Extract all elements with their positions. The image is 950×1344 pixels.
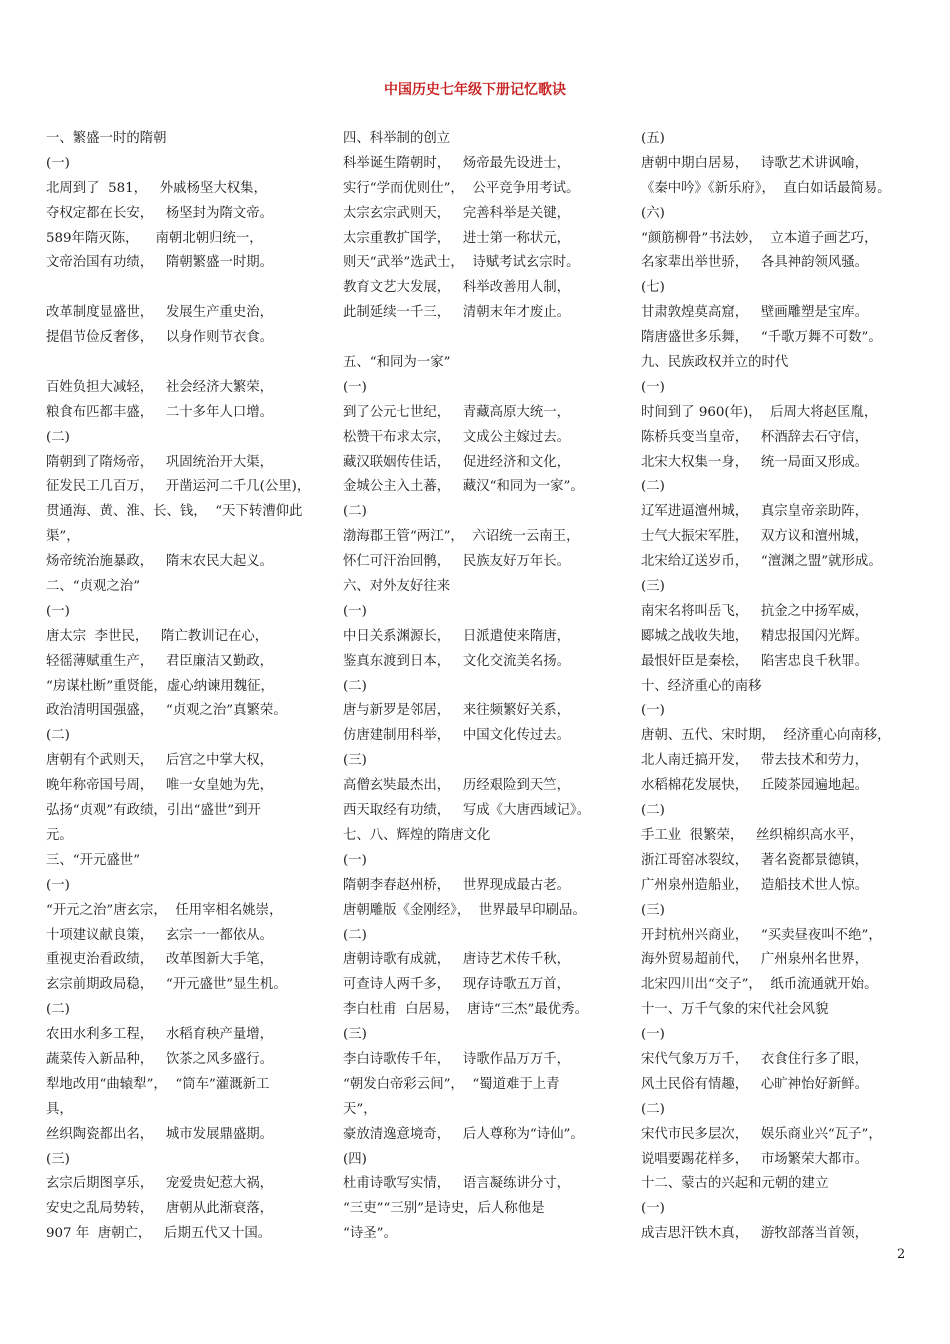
text-line: 唐朝中期白居易， 诗歌艺术讲讽喻， [641,155,869,171]
text-line: 北人南迁搞开发， 带去技术和劳力， [641,753,869,769]
text-line: 唐太宗 李世民， 隋亡教训记在心， [46,628,269,644]
text-line: (二) [46,429,70,445]
text-line: 渠”， [46,529,80,545]
text-line: 907 年 唐朝亡， 后期五代又十国。 [46,1226,272,1242]
text-line: 金城公主入土蕃， 藏汉“和同为一家”。 [343,479,584,495]
text-line: 李白诗歌传千年， 诗歌作品万万千， [343,1051,571,1067]
text-line: 教育文艺大发展， 科举改善用人制， [343,280,571,296]
text-line: (二) [641,479,665,495]
text-line: 六、对外友好往来 [343,579,451,595]
text-line: (二) [343,678,367,694]
text-line: 可查诗人两千多， 现存诗歌五万首， [343,977,571,993]
text-line: 甘肃敦煌莫高窟， 壁画雕塑是宝库。 [641,305,869,321]
text-line: 广州泉州造船业， 造船技术世人惊。 [641,877,869,893]
text-line: (二) [46,728,70,744]
text-line: 手工业 很繁荣， 丝织棉织高水平， [641,827,864,843]
text-line: 丝织陶瓷都出名， 城市发展鼎盛期。 [46,1126,274,1142]
text-line: 蔬菜传入新品种， 饮茶之风多盛行。 [46,1051,274,1067]
text-line: 粮食布匹都丰盛， 二十多年人口增。 [46,404,274,420]
text-line: 贯通海、黄、淮、长、钱， “天下转漕仰此 [46,504,303,520]
text-line: (三) [343,1027,367,1043]
text-line: 此制延续一千三， 清朝末年才废止。 [343,305,571,321]
text-line: 北周到了 581， 外戚杨坚大权集， [46,180,267,196]
text-line: 北宋大权集一身， 统一局面又形成。 [641,454,869,470]
text-line: 怀仁可汗治回鹘， 民族友好万年长。 [343,554,571,570]
text-line: 《秦中吟》《新乐府》， 直白如话最简易。 [641,180,891,196]
text-line: 名家辈出举世骄， 各具神韵领风骚。 [641,255,869,271]
text-line: 犁地改用“曲辕犁”， “筒车”灌溉新工 [46,1076,270,1092]
text-line: 改革制度显盛世， 发展生产重史治， [46,305,274,321]
text-line: 唐朝雕版《金刚经》， 世界最早印刷品。 [343,902,586,918]
text-line: 五、“和同为一家” [343,355,451,371]
text-line: 晚年称帝国号周， 唯一女皇她为先， [46,778,274,794]
text-line: 一、繁盛一时的隋朝 [46,131,167,146]
text-line: (三) [343,753,367,769]
text-line: 海外贸易超前代， 广州泉州名世界， [641,952,869,968]
text-line: 玄宗前期政局稳， “开元盛世”显生机。 [46,977,287,993]
text-line: 仿唐建制用科举， 中国文化传过去。 [343,728,571,744]
text-line: 渤海郡王管“两江”， 六诏统一云南王， [343,529,580,545]
text-line: 夺权定都在长安， 杨坚封为隋文帝。 [46,205,274,221]
text-line: (五) [641,131,665,146]
text-line: 天”， [343,1101,377,1117]
text-line: 则天“武举”选武士， 诗赋考试玄宗时。 [343,255,580,271]
text-line: (一) [641,379,665,395]
text-line: “颜筋柳骨”书法妙， 立本道子画艺巧， [641,230,878,246]
text-line: 北宋四川出“交子”， 纸币流通就开始。 [641,977,878,993]
text-line: 玄宗后期图享乐， 宠爱贵妃惹大祸， [46,1176,274,1192]
text-line: (一) [641,1201,665,1217]
text-line [46,351,316,376]
text-line: 隋朝到了隋炀帝， 巩固统治开大渠， [46,454,274,470]
text-line: 四、科举制的创立 [343,131,451,146]
text-line: 浙江哥窑冰裂纹， 著名瓷都景德镇， [641,852,869,868]
text-line: 藏汉联姻传佳话， 促进经济和文化， [343,454,571,470]
text-line: 时间到了 960(年)， 后周大将赵匡胤， [641,404,878,420]
text-line: 唐朝有个武则天， 后宫之中掌大权， [46,753,274,769]
text-line: 百姓负担大减轻， 社会经济大繁荣， [46,379,274,395]
text-line: 北宋给辽送岁币， “澶渊之盟”就形成。 [641,554,882,570]
text-line: 郾城之战收失地， 精忠报国闪光辉。 [641,628,869,644]
text-line: (一) [46,877,70,893]
text-line: 炀帝统治施暴政， 隋末农民大起义。 [46,554,274,570]
text-line: 唐与新罗是邻居， 来往频繁好关系， [343,703,571,719]
text-line: 风土民俗有情趣， 心旷神怡好新鲜。 [641,1076,869,1092]
text-line: 宋代市民多层次， 娱乐商业兴“瓦子”， [641,1126,882,1142]
text-line: “诗圣”。 [343,1226,397,1242]
text-line: (一) [641,703,665,719]
text-line: 杜甫诗歌写实情， 语言凝练讲分寸， [343,1176,571,1192]
text-line: (二) [641,1101,665,1117]
text-line: 征发民工几百万， 开凿运河二千几(公里)， [46,479,311,495]
text-line: 十一、万千气象的宋代社会风貌 [641,1002,829,1018]
text-column-2 [343,127,613,1247]
text-line: 最恨奸臣是秦桧， 陷害忠良千秋罪。 [641,653,869,669]
text-line: “三吏”“三别”是诗史，后人称他是 [343,1201,545,1217]
text-line: 成吉思汗铁木真， 游牧部落当首领， [641,1226,869,1242]
text-line: 水稻棉花发展快， 丘陵茶园遍地起。 [641,778,869,794]
text-line: “朝发白帝彩云间”， “蜀道难于上青 [343,1076,560,1092]
text-line: 李白杜甫 白居易， 唐诗“三杰”最优秀。 [343,1002,588,1018]
text-line: 鉴真东渡到日本， 文化交流美名扬。 [343,653,571,669]
text-line: (一) [343,852,367,868]
text-line: 说唱要踢花样多， 市场繁荣大都市。 [641,1151,869,1167]
text-line: 松赞干布求太宗， 文成公主嫁过去。 [343,429,571,445]
text-line: 太宗重教扩国学， 进士第一称状元， [343,230,571,246]
text-line: (二) [343,927,367,943]
text-line: 二、“贞观之治” [46,579,141,595]
text-line: 提倡节俭反奢侈， 以身作则节衣食。 [46,330,274,346]
text-line: 轻徭薄赋重生产， 君臣廉洁又勤政， [46,653,274,669]
text-line: 元。 [46,827,73,843]
text-line: 辽军进逼澶州城， 真宗皇帝亲助阵， [641,504,869,520]
text-line: (一) [641,1027,665,1043]
text-line: 具， [46,1101,73,1117]
text-line: (一) [46,155,70,171]
text-line: 南宋名将叫岳飞， 抗金之中扬军威， [641,603,869,619]
text-column-3 [641,127,906,1247]
text-line: 唐朝诗歌有成就， 唐诗艺术传千秋， [343,952,571,968]
text-line: 三、“开元盛世” [46,852,141,868]
text-line: 七、八、辉煌的隋唐文化 [343,827,491,843]
text-line: 实行“学而优则仕”， 公平竞争用考试。 [343,180,580,196]
text-line: (七) [641,280,665,296]
text-line: (六) [641,205,665,221]
text-line: “房谋杜断”重贤能，虚心纳谏用魏征， [46,678,274,694]
page-number: 2 [897,1247,906,1262]
text-line: (二) [641,803,665,819]
text-line: 文帝治国有功绩， 隋朝繁盛一时期。 [46,255,274,271]
text-line: 农田水利多工程， 水稻育秧产量增， [46,1027,274,1043]
text-line: (二) [343,504,367,520]
text-line: “开元之治”唐玄宗， 任用宰相名姚崇， [46,902,283,918]
text-line: (三) [46,1151,70,1167]
text-line: 豪放清逸意境奇， 后人尊称为“诗仙”。 [343,1126,584,1142]
text-line: 589年隋灭陈， 南朝北朝归统一， [46,230,263,246]
text-line: (二) [46,1002,70,1018]
text-line [46,276,316,301]
text-line: 隋朝李春赵州桥， 世界现成最古老。 [343,877,571,893]
text-line: 十项建议献良策， 玄宗一一都依从。 [46,927,274,943]
text-line: 西天取经有功绩， 写成《大唐西域记》。 [343,803,591,819]
text-line: 安史之乱局势转， 唐朝从此渐衰落， [46,1201,274,1217]
text-line: 唐朝、五代、宋时期， 经济重心向南移， [641,728,891,744]
text-line: 重视吏治看政绩， 改革图新大手笔， [46,952,274,968]
text-line: (三) [641,902,665,918]
text-line: 科举诞生隋朝时， 炀帝最先设进士， [343,155,571,171]
text-line [343,326,613,351]
text-line: 隋唐盛世多乐舞， “千歌万舞不可数”。 [641,330,882,346]
page-title: 中国历史七年级下册记忆歌诀 [384,82,566,98]
text-line: 太宗玄宗武则天， 完善科举是关键， [343,205,571,221]
text-line: 弘扬“贞观”有政绩，引出“盛世”到开 [46,803,261,819]
text-line: (四) [343,1151,367,1167]
text-line: (一) [343,379,367,395]
text-line: 九、民族政权并立的时代 [641,355,789,371]
text-line: (一) [343,603,367,619]
text-line: (一) [46,603,70,619]
text-line: 陈桥兵变当皇帝， 杯酒辞去石守信， [641,429,869,445]
text-line: 十、经济重心的南移 [641,678,762,694]
text-line: 士气大振宋军胜， 双方议和澶州城， [641,529,869,545]
text-line: 高僧玄奘最杰出， 历经艰险到天竺， [343,778,571,794]
text-line: (三) [641,579,665,595]
text-line: 十二、蒙古的兴起和元朝的建立 [641,1176,829,1192]
text-line: 中日关系渊源长， 日派遣使来隋唐， [343,628,571,644]
text-line: 到了公元七世纪， 青藏高原大统一， [343,404,571,420]
text-line: 政治清明国强盛， “贞观之治”真繁荣。 [46,703,287,719]
text-column-1 [46,127,316,1247]
text-line: 开封杭州兴商业， “买卖昼夜叫不绝”， [641,927,882,943]
text-line: 宋代气象万万千， 衣食住行多了眼， [641,1051,869,1067]
